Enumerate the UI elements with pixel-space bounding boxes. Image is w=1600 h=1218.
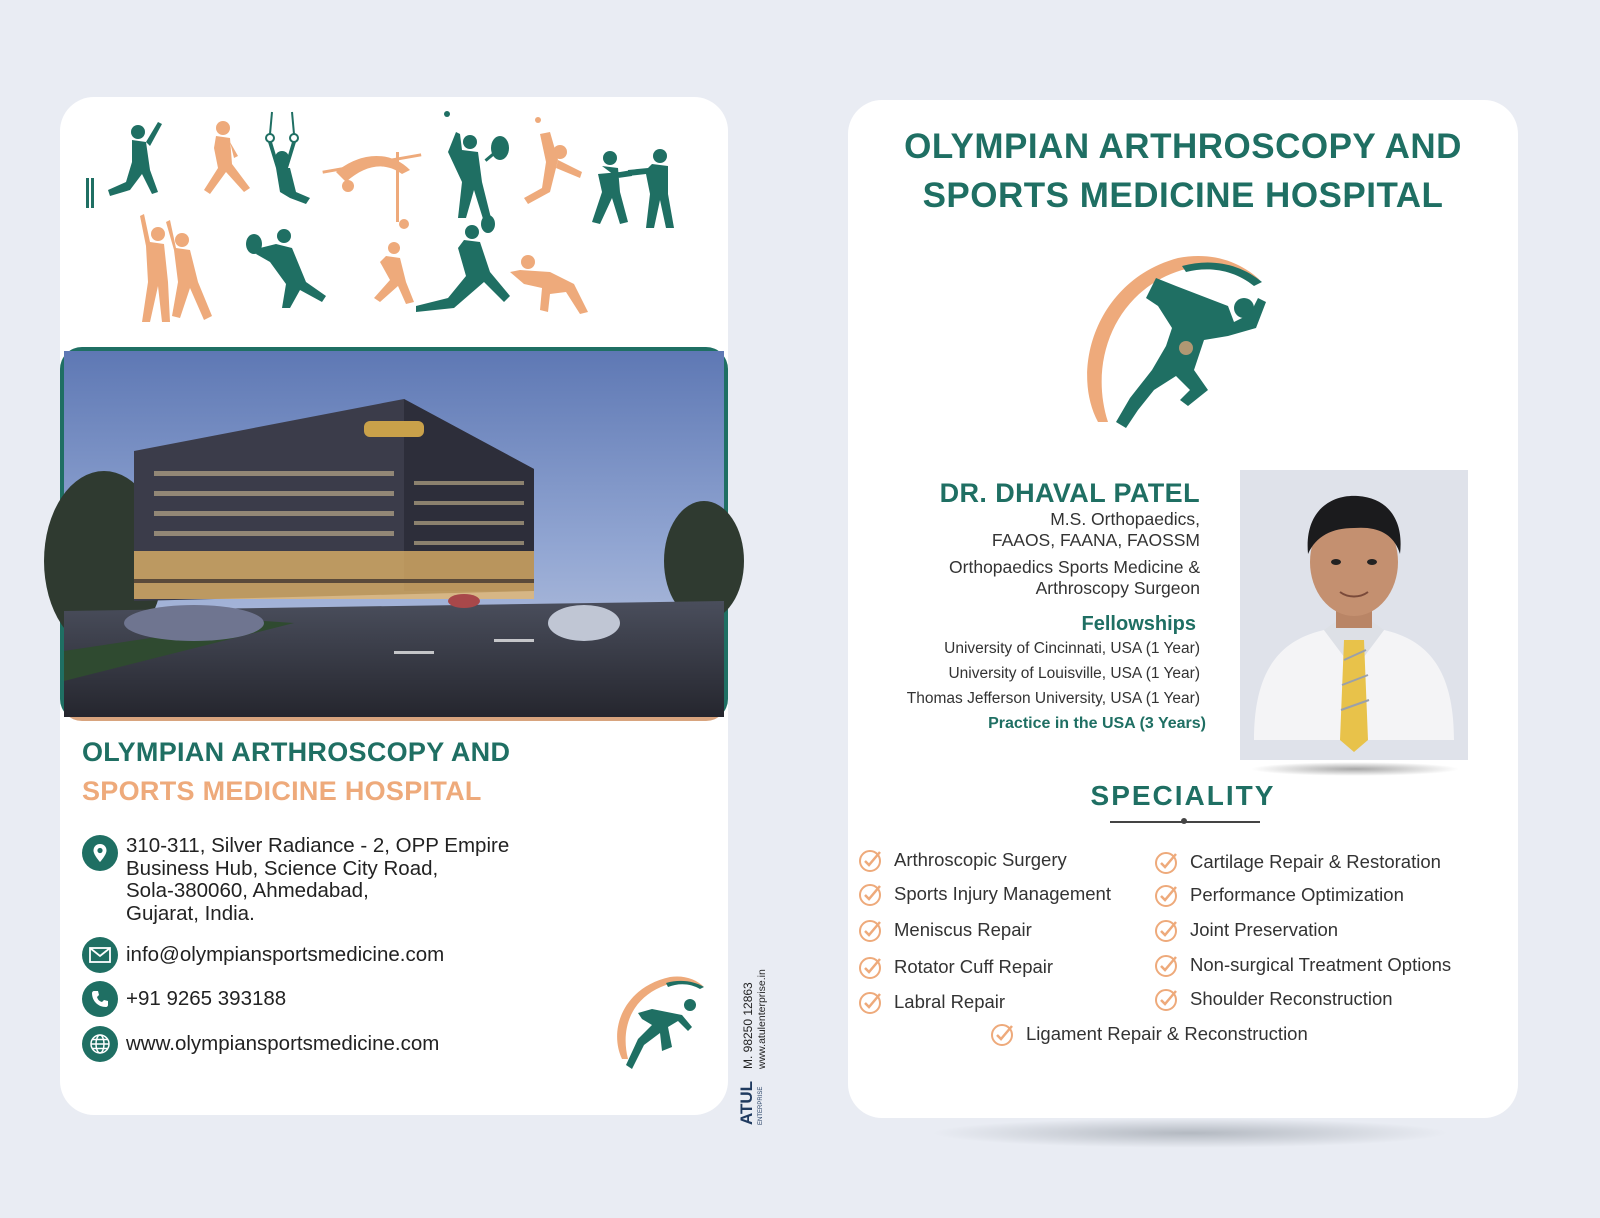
website-link[interactable]: www.olympiansportsmedicine.com (126, 1031, 440, 1055)
check-circle-icon (858, 954, 884, 980)
speciality-heading: SPECIALITY (1090, 780, 1276, 811)
credit-mobile: M. 98250 12863 (741, 982, 755, 1069)
fellowships-title: Fellowships (1081, 613, 1196, 635)
running-man-logo (608, 969, 708, 1079)
doctor-role-1: Orthopaedics Sports Medicine & (949, 557, 1200, 577)
check-circle-icon (990, 1021, 1016, 1047)
speciality-item (1154, 917, 1338, 943)
running-man-logo-large (1068, 250, 1278, 440)
practice-line: Practice in the USA (3 Years) (988, 715, 1206, 732)
doctor-photo-shadow (1250, 762, 1460, 776)
speciality-item (858, 847, 1067, 873)
speciality-item (858, 881, 1111, 907)
speciality-item (1154, 882, 1404, 908)
speciality-label: Sports Injury Management (894, 883, 1111, 904)
fellowship-item: Thomas Jefferson University, USA (1 Year) (906, 690, 1200, 707)
credit-brand-sub: ENTERPRISE (758, 1086, 764, 1125)
right-card (848, 100, 1518, 1118)
check-circle-icon (1154, 986, 1180, 1012)
doctor-degree-2: FAAOS, FAANA, FAOSSM (991, 530, 1200, 550)
speciality-label: Ligament Repair & Reconstruction (1026, 1023, 1308, 1044)
speciality-label: Shoulder Reconstruction (1190, 988, 1393, 1009)
website-row (82, 1026, 439, 1062)
check-circle-icon (1154, 917, 1180, 943)
check-circle-icon (858, 881, 884, 907)
right-hospital-name (848, 122, 1518, 220)
right-hospital-name-line1: OLYMPIAN ARTHROSCOPY AND (904, 127, 1462, 166)
check-circle-icon (858, 847, 884, 873)
right-card-shadow (930, 1118, 1450, 1148)
left-hospital-name (82, 737, 510, 807)
speciality-label: Performance Optimization (1190, 884, 1404, 905)
check-circle-icon (1154, 952, 1180, 978)
location-pin-icon (82, 835, 118, 871)
doctor-name: DR. DHAVAL PATEL (939, 478, 1200, 508)
speciality-item (1154, 986, 1393, 1012)
speciality-item (990, 1021, 1308, 1047)
speciality-item (1154, 849, 1441, 875)
fellowship-item: University of Cincinnati, USA (1 Year) (944, 640, 1200, 657)
designer-credit (737, 900, 768, 1125)
doctor-info (906, 478, 1206, 733)
check-circle-icon (1154, 882, 1180, 908)
doctor-role-2: Arthroscopy Surgeon (1035, 578, 1200, 598)
speciality-label: Meniscus Repair (894, 919, 1032, 940)
speciality-item (858, 989, 1005, 1015)
address-line: Business Hub, Science City Road, (126, 856, 439, 880)
address-text (126, 835, 509, 925)
speciality-label: Rotator Cuff Repair (894, 956, 1054, 977)
left-hospital-name-line1: OLYMPIAN ARTHROSCOPY AND (82, 737, 511, 767)
address-row (82, 835, 509, 925)
speciality-label: Joint Preservation (1190, 919, 1339, 940)
check-circle-icon (858, 917, 884, 943)
doctor-photo (1240, 470, 1468, 760)
left-card (60, 97, 728, 1115)
check-circle-icon (1154, 849, 1180, 875)
email-row (82, 937, 444, 973)
left-hospital-name-line2: SPORTS MEDICINE HOSPITAL (82, 776, 482, 806)
phone-icon (82, 981, 118, 1017)
credit-site: www.atulenterprise.in (756, 969, 768, 1069)
phone-row (82, 981, 286, 1017)
globe-icon (82, 1026, 118, 1062)
address-line: Sola-380060, Ahmedabad, (126, 879, 369, 902)
speciality-item (858, 917, 1032, 943)
credit-brand: ATUL (737, 1080, 756, 1125)
speciality-item (858, 954, 1053, 980)
speciality-label: Non-surgical Treatment Options (1190, 954, 1452, 975)
doctor-degree-1: M.S. Orthopaedics, (1050, 509, 1200, 529)
speciality-label: Cartilage Repair & Restoration (1190, 851, 1441, 872)
phone-link[interactable]: +91 9265 393188 (126, 986, 287, 1010)
right-hospital-name-line2: SPORTS MEDICINE HOSPITAL (922, 176, 1444, 215)
fellowship-item: University of Louisville, USA (1 Year) (948, 665, 1200, 682)
email-link[interactable]: info@olympiansportsmedicine.com (126, 942, 445, 966)
hospital-building-photo (60, 347, 728, 721)
envelope-icon (82, 937, 118, 973)
speciality-label: Labral Repair (894, 991, 1006, 1012)
speciality-label: Arthroscopic Surgery (894, 849, 1067, 870)
address-line: Gujarat, India. (126, 901, 255, 925)
sports-silhouettes-art (80, 112, 720, 342)
speciality-item (1154, 952, 1451, 978)
address-line: 310-311, Silver Radiance - 2, OPP Empire (126, 834, 510, 857)
speciality-divider-dot (1181, 818, 1187, 824)
check-circle-icon (858, 989, 884, 1015)
